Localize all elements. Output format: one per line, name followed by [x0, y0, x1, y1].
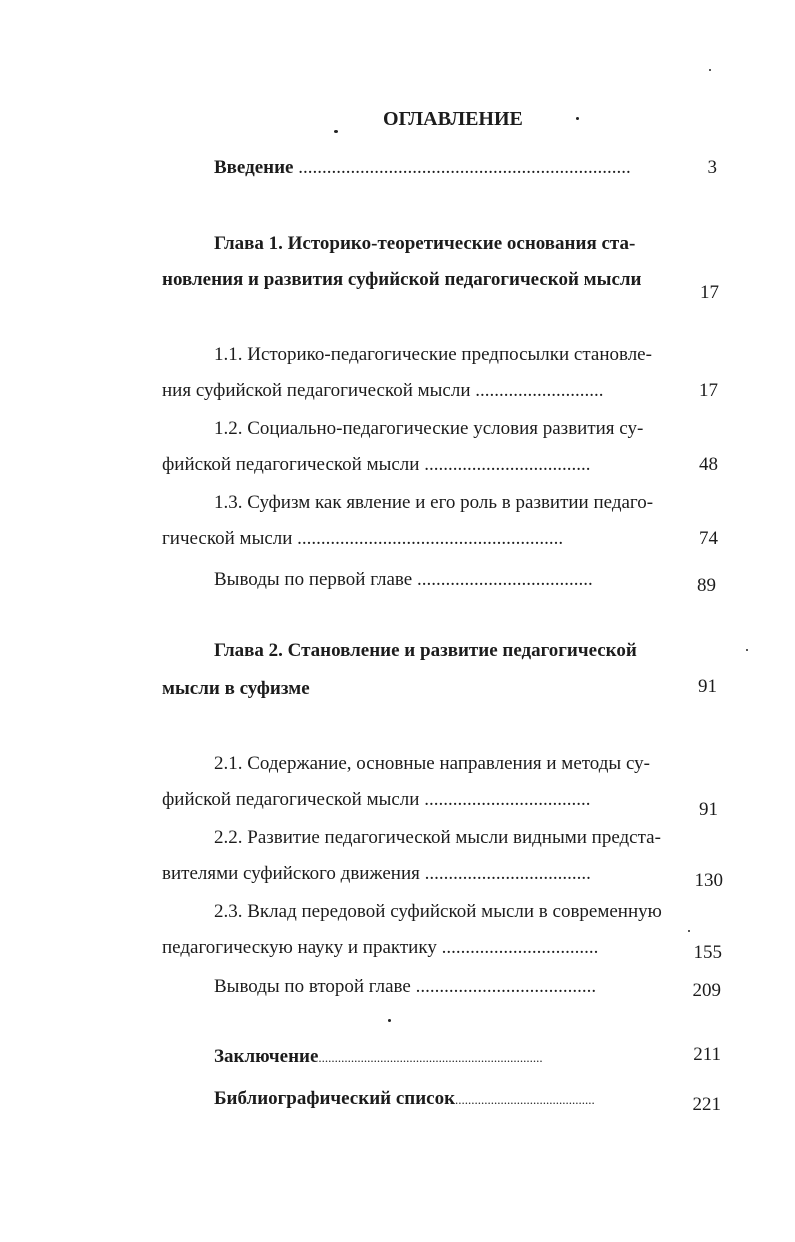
toc-entry-section-2-1-cont[interactable]: фийской педагогической мысли ................................... — [162, 789, 591, 810]
toc-entry-conclusion[interactable] — [214, 1044, 543, 1071]
toc-entry-section-1-1-cont[interactable]: ния суфийской педагогической мысли ........................... — [162, 380, 604, 401]
scan-speck — [709, 69, 711, 71]
toc-entry-section-2-3[interactable]: 2.3. Вклад передовой суфийской мысли в современную — [214, 901, 662, 922]
page-number: 17 — [699, 380, 718, 401]
toc-entry-section-2-2[interactable]: 2.2. Развитие педагогической мысли видными предста- — [214, 827, 661, 848]
page-number: 209 — [692, 980, 721, 1001]
page-number: 91 — [698, 676, 717, 697]
scan-speck — [688, 930, 690, 932]
page-number: 155 — [693, 942, 722, 963]
toc-entry-chapter-1-conclusions[interactable]: Выводы по первой главе ..................................... — [214, 569, 593, 590]
page-number: 221 — [692, 1094, 721, 1115]
page-number: 89 — [697, 575, 716, 596]
toc-entry-introduction[interactable] — [214, 155, 631, 181]
page-number: 211 — [693, 1044, 721, 1065]
toc-entry-chapter-2-conclusions[interactable]: Выводы по второй главе ...................................... — [214, 976, 597, 997]
page-number: 74 — [699, 528, 718, 549]
toc-entry-section-1-2-cont[interactable]: фийской педагогической мысли ................................... — [162, 454, 591, 475]
toc-entry-section-1-2[interactable]: 1.2. Социально-педагогические условия развития су- — [214, 418, 644, 439]
toc-entry-section-2-1[interactable]: 2.1. Содержание, основные направления и методы су- — [214, 753, 650, 774]
scan-speck — [334, 130, 338, 133]
toc-entry-section-1-1[interactable]: 1.1. Историко-педагогические предпосылки становле- — [214, 344, 652, 365]
scan-speck — [576, 117, 579, 120]
chapter-2-heading-line-1[interactable]: Глава 2. Становление и развитие педагогической — [214, 640, 637, 661]
chapter-2-heading-line-2[interactable]: мысли в суфизме — [162, 678, 310, 699]
page-title: ОГЛАВЛЕНИЕ — [383, 108, 523, 130]
dot-leader: ...................................................................... — [298, 157, 631, 178]
chapter-1-heading-line-1[interactable]: Глава 1. Историко-теоретические основания ста- — [214, 233, 636, 254]
dot-leader: ..................................................................... — [318, 1050, 543, 1065]
toc-entry-section-1-3[interactable]: 1.3. Суфизм как явление и его роль в развитии педаго- — [214, 492, 654, 513]
page-number: 3 — [707, 157, 717, 178]
chapter-1-heading-line-2[interactable]: новления и развития суфийской педагогической мысли — [162, 269, 642, 290]
toc-entry-section-2-2-cont[interactable]: вителями суфийского движения ................................... — [162, 863, 591, 884]
toc-entry-section-1-3-cont[interactable]: гической мысли ........................................................ — [162, 528, 564, 549]
dot-leader: ........................................... — [455, 1092, 595, 1107]
toc-entry-label: Заключение — [214, 1046, 319, 1067]
page-number: 130 — [694, 870, 723, 891]
scan-speck — [746, 649, 748, 651]
toc-entry-bibliography[interactable] — [214, 1086, 595, 1113]
toc-entry-label: Введение — [214, 157, 294, 178]
page-number: 91 — [699, 799, 718, 820]
toc-entry-section-2-3-cont[interactable]: педагогическую науку и практику ................................. — [162, 937, 599, 958]
page-number: 48 — [699, 454, 718, 475]
scan-speck — [388, 1019, 391, 1022]
page-number: 17 — [700, 282, 719, 303]
toc-entry-label: Библиографический список — [214, 1088, 456, 1109]
